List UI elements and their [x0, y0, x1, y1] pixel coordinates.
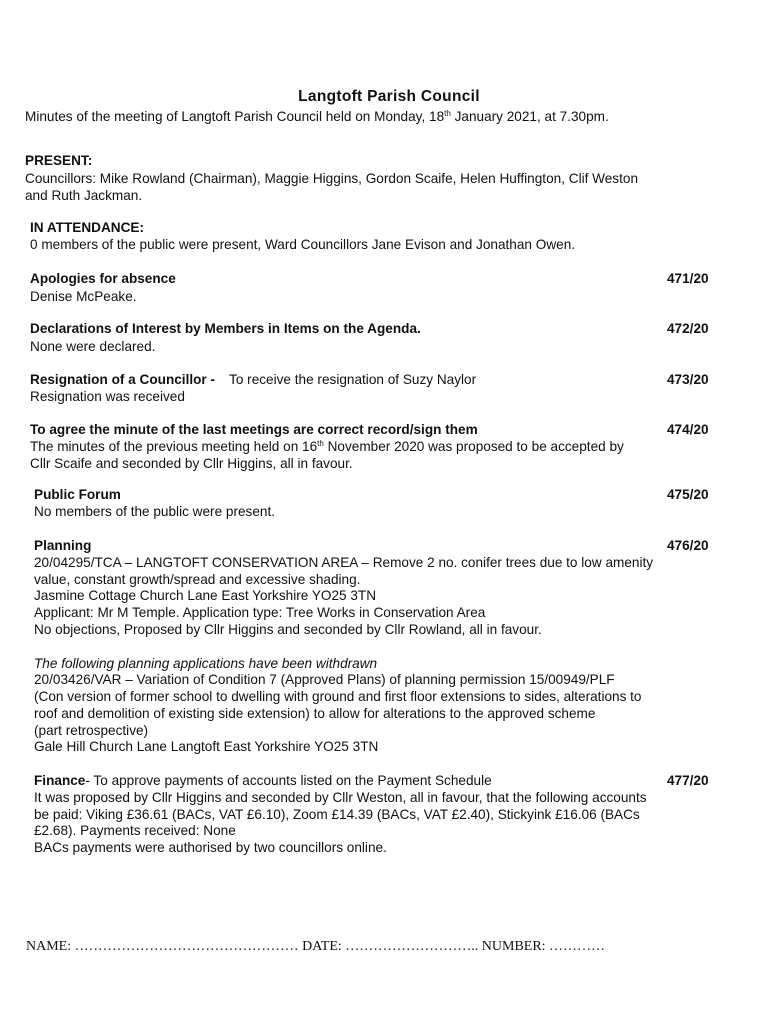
resignation-heading-line: [30, 371, 476, 388]
minutes-line-1: [30, 438, 624, 455]
planning-line: value, constant growth/spread and excessive shading.: [34, 572, 361, 587]
intro-text: Minutes of the meeting of Langtoft Parish Council held on Monday, 18: [25, 109, 445, 124]
planning-line: 20/04295/TCA – LANGTOFT CONSERVATION AREA – Remove 2 no. conifer trees due to low amenity: [34, 555, 654, 570]
planning-line: Jasmine Cottage Church Lane East Yorkshire YO25 3TN: [34, 588, 377, 603]
minutes-line-2: Cllr Scaife and seconded by Cllr Higgins, all in favour.: [30, 456, 353, 471]
minutes-ref: 474/20: [667, 422, 709, 437]
withdrawn-line: (Con version of former school to dwelling with ground and first floor extensions to sides, alterations to: [34, 689, 642, 704]
forum-heading: Public Forum: [34, 487, 121, 502]
withdrawn-line: Gale Hill Church Lane Langtoft East Yorkshire YO25 3TN: [34, 739, 379, 754]
finance-heading-line: [34, 772, 492, 789]
withdrawn-line: (part retrospective): [34, 723, 149, 738]
planning-line: Applicant: Mr M Temple. Application type: Tree Works in Conservation Area: [34, 605, 486, 620]
forum-text: No members of the public were present.: [34, 504, 276, 519]
planning-ref: 476/20: [667, 538, 709, 553]
withdrawn-line: roof and demolition of existing side extension) to allow for alterations to the approved scheme: [34, 706, 596, 721]
present-heading: PRESENT:: [25, 153, 93, 168]
finance-line: It was proposed by Cllr Higgins and seconded by Cllr Weston, all in favour, that the following accounts: [34, 790, 647, 805]
present-line-1: Councillors: Mike Rowland (Chairman), Maggie Higgins, Gordon Scaife, Helen Huffington, Clif Weston: [25, 171, 638, 186]
resignation-text: Resignation was received: [30, 389, 185, 404]
finance-subheading: - To approve payments of accounts listed on the Payment Schedule: [85, 773, 492, 788]
planning-heading: Planning: [34, 538, 92, 553]
resignation-heading: Resignation of a Councillor -: [30, 372, 216, 387]
finance-line: BACs payments were authorised by two councillors online.: [34, 840, 387, 855]
meeting-intro: [25, 108, 609, 125]
resignation-subheading: To receive the resignation of Suzy Naylor: [229, 372, 477, 387]
attendance-heading: IN ATTENDANCE:: [30, 220, 145, 235]
minutes-superscript: th: [317, 439, 324, 448]
declarations-heading: Declarations of Interest by Members in Items on the Agenda.: [30, 321, 421, 336]
signature-footer: NAME: ………………………………………… DATE: ……………………….. NUMBER: …………: [26, 939, 606, 954]
minutes-heading: To agree the minute of the last meetings are correct record/sign them: [30, 422, 478, 437]
planning-line: No objections, Proposed by Cllr Higgins and seconded by Cllr Rowland, all in favour.: [34, 622, 542, 637]
withdrawn-heading: The following planning applications have been withdrawn: [34, 656, 378, 671]
attendance-text: 0 members of the public were present, Ward Councillors Jane Evison and Jonathan Owen.: [30, 237, 576, 252]
resignation-ref: 473/20: [667, 372, 709, 387]
declarations-text: None were declared.: [30, 339, 156, 354]
withdrawn-line: 20/03426/VAR – Variation of Condition 7 (Approved Plans) of planning permission 15/00949/PLF: [34, 672, 615, 687]
declarations-ref: 472/20: [667, 321, 709, 336]
minutes-line-1-text: The minutes of the previous meeting held on 16: [30, 439, 318, 454]
apologies-text: Denise McPeake.: [30, 289, 137, 304]
apologies-ref: 471/20: [667, 271, 709, 286]
apologies-heading: Apologies for absence: [30, 271, 176, 286]
finance-heading: Finance: [34, 773, 86, 788]
finance-line: £2.68). Payments received: None: [34, 823, 236, 838]
document-title: Langtoft Parish Council: [298, 88, 480, 105]
present-line-2: and Ruth Jackman.: [25, 188, 143, 203]
finance-line: be paid: Viking £36.61 (BACs, VAT £6.10), Zoom £14.39 (BACs, VAT £2.40), Stickyink £16.06 (BACs: [34, 807, 640, 822]
minutes-line-1-end: November 2020 was proposed to be accepted by: [323, 439, 624, 454]
finance-ref: 477/20: [667, 773, 709, 788]
intro-superscript: th: [444, 109, 451, 118]
intro-text-end: January 2021, at 7.30pm.: [450, 109, 609, 124]
forum-ref: 475/20: [667, 487, 709, 502]
